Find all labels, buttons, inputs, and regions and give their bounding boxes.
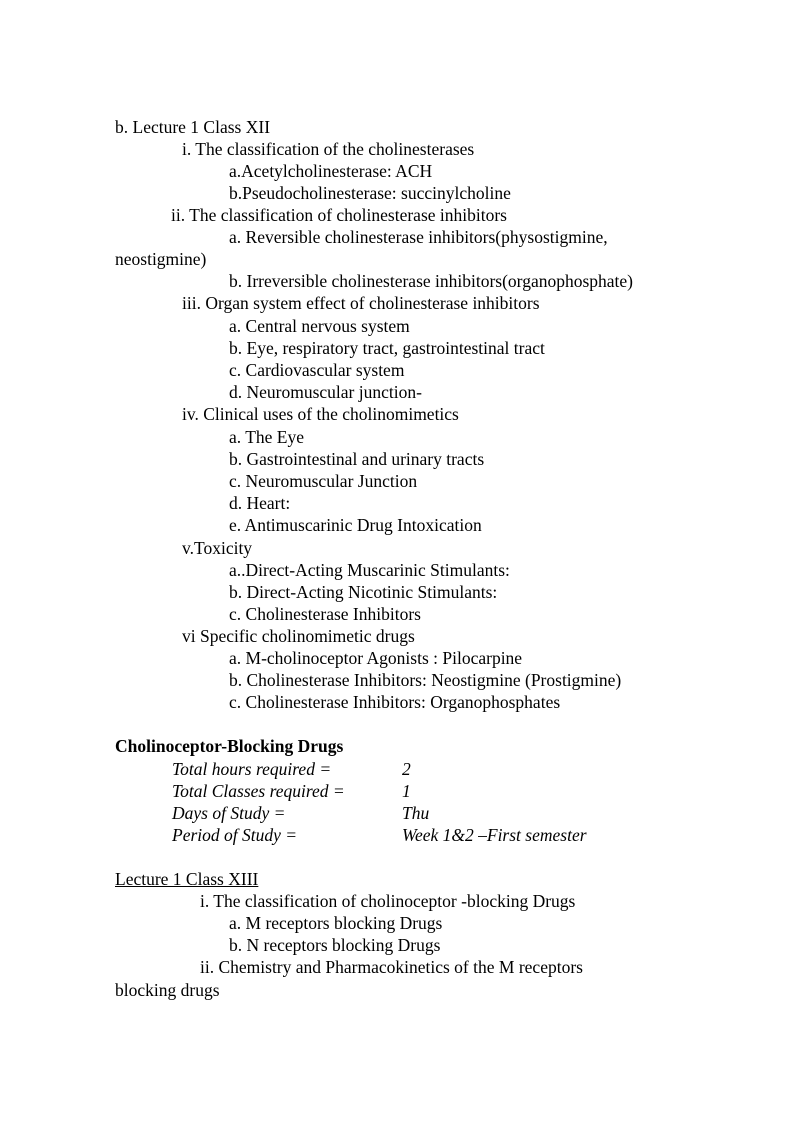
item-iv-title: iv. Clinical uses of the cholinomimetics [182, 404, 459, 424]
item-iii-title: iii. Organ system effect of cholinesterase inhibitors [182, 293, 540, 313]
item-ii-title: ii. The classification of cholinesterase inhibitors [171, 205, 507, 225]
item-iv-d: d. Heart: [229, 493, 291, 513]
info-value: Thu [402, 803, 430, 823]
item-i-a-xiii: a. M receptors blocking Drugs [229, 913, 443, 933]
item-vi-title: vi Specific cholinomimetic drugs [182, 626, 415, 646]
item-v-b: b. Direct-Acting Nicotinic Stimulants: [229, 582, 498, 602]
info-label: Period of Study = [172, 825, 298, 845]
section-heading-blocking-drugs: Cholinoceptor-Blocking Drugs [115, 736, 344, 756]
item-ii-line2-xiii: blocking drugs [115, 980, 220, 1000]
item-iii-c: c. Cardiovascular system [229, 360, 405, 380]
item-iv-b: b. Gastrointestinal and urinary tracts [229, 449, 485, 469]
info-label: Total Classes required = [172, 781, 345, 801]
info-value: Week 1&2 –First semester [402, 825, 587, 845]
item-iii-d: d. Neuromuscular junction- [229, 382, 422, 402]
info-label: Total hours required = [172, 759, 332, 779]
item-vi-a: a. M-cholinoceptor Agonists : Pilocarpine [229, 648, 523, 668]
item-i-b-xiii: b. N receptors blocking Drugs [229, 935, 441, 955]
lecture-heading: b. Lecture 1 Class XII [115, 117, 271, 137]
info-value: 1 [402, 781, 411, 801]
item-ii-a-line1: a. Reversible cholinesterase inhibitors(physostigmine, [229, 227, 608, 247]
item-ii-a-line2: neostigmine) [115, 249, 207, 269]
item-v-title: v.Toxicity [182, 538, 253, 558]
item-i-a: a.Acetylcholinesterase: ACH [229, 161, 433, 181]
info-label: Days of Study = [172, 803, 286, 823]
item-ii-line1-xiii: ii. Chemistry and Pharmacokinetics of the M receptors [200, 957, 583, 977]
info-value: 2 [402, 759, 411, 779]
item-v-a: a..Direct-Acting Muscarinic Stimulants: [229, 560, 510, 580]
item-iv-a: a. The Eye [229, 427, 304, 447]
item-vi-c: c. Cholinesterase Inhibitors: Organophosphates [229, 692, 561, 712]
lecture-heading-xiii: Lecture 1 Class XIII [115, 869, 259, 889]
item-i-title-xiii: i. The classification of cholinoceptor -blocking Drugs [200, 891, 576, 911]
item-ii-b: b. Irreversible cholinesterase inhibitors(organophosphate) [229, 271, 633, 291]
item-iv-c: c. Neuromuscular Junction [229, 471, 418, 491]
item-iv-e: e. Antimuscarinic Drug Intoxication [229, 515, 482, 535]
item-i-title: i. The classification of the cholinesterases [182, 139, 475, 159]
item-vi-b: b. Cholinesterase Inhibitors: Neostigmine (Prostigmine) [229, 670, 622, 690]
item-iii-a: a. Central nervous system [229, 316, 410, 336]
item-i-b: b.Pseudocholinesterase: succinylcholine [229, 183, 511, 203]
item-iii-b: b. Eye, respiratory tract, gastrointestinal tract [229, 338, 545, 358]
item-v-c: c. Cholinesterase Inhibitors [229, 604, 421, 624]
